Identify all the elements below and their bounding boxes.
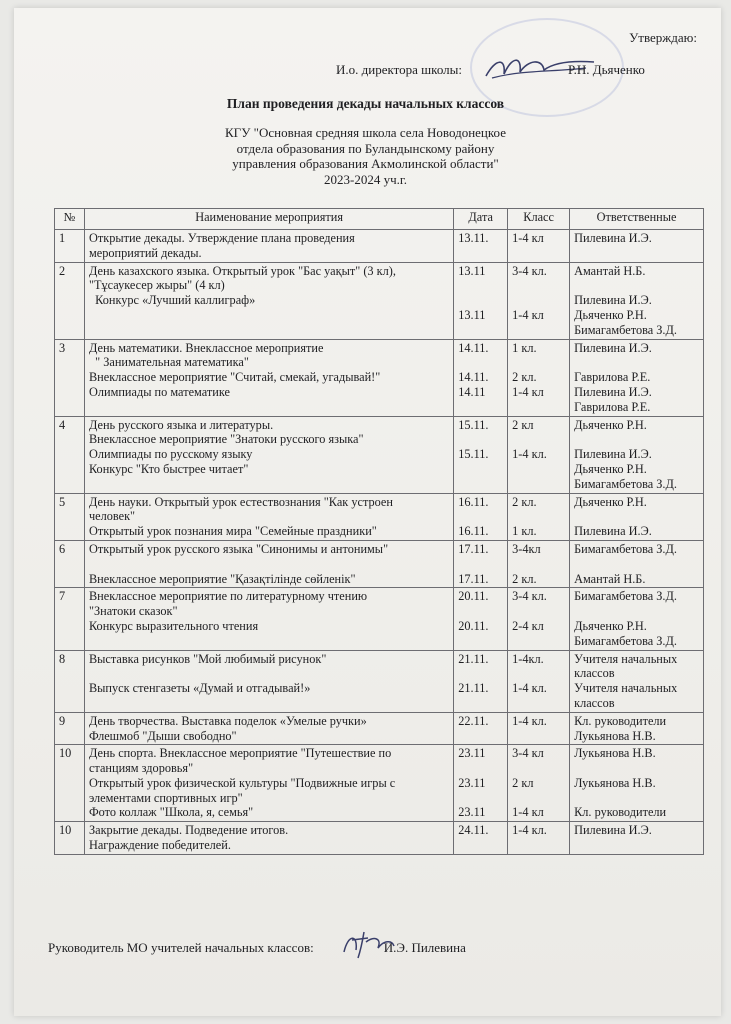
event-responsible-line: Лукьянова Н.В. (574, 775, 656, 790)
event-date-line: 13.11 (458, 307, 486, 322)
event-class-line: 1-4 кл (512, 384, 544, 399)
director-name: Р.Н. Дьяченко (567, 62, 645, 77)
event-responsible (570, 650, 704, 712)
event-class-line: 2 кл (512, 775, 534, 790)
event-class (508, 540, 570, 587)
event-name-line: День науки. Открытый урок естествознания "Как устроен (88, 494, 393, 509)
row-number: 8 (55, 650, 85, 712)
event-date-line (458, 604, 503, 619)
table-row (55, 822, 704, 855)
event-class-line: 2 кл. (512, 370, 537, 385)
event-class-line: 1-4 кл (512, 307, 544, 322)
event-responsible-line: Амантай Н.Б. (574, 263, 646, 278)
event-name-line (89, 666, 449, 681)
event-responsible-line: Дьяченко Р.Н. (574, 307, 647, 322)
event-class (508, 416, 570, 493)
event-name-line: Флешмоб "Дыши свободно" (88, 728, 237, 743)
event-date-line: 14.11. (458, 340, 489, 355)
event-responsible-line (574, 509, 699, 524)
event-name (84, 588, 453, 650)
event-responsible-line: Лукьянова Н.В. (574, 746, 656, 761)
event-class-line: 3-4 кл. (512, 263, 547, 278)
event-date (454, 650, 508, 712)
event-date (454, 339, 508, 416)
event-date-line: 23.11 (458, 805, 486, 820)
event-class-line (512, 604, 565, 619)
event-name-line: Выставка рисунков "Мой любимый рисунок" (88, 651, 327, 666)
event-name-line: мероприятий декады. (88, 245, 202, 260)
event-name (84, 230, 453, 263)
event-date-line (458, 432, 503, 447)
event-date (454, 822, 508, 855)
event-class-line: 2-4 кл (512, 618, 544, 633)
event-responsible-line: Пилевина И.Э. (574, 384, 652, 399)
event-name-line: Конкурс «Лучший каллиграф» (88, 293, 256, 308)
director-line (336, 62, 645, 78)
event-responsible-line: Пилевина И.Э. (574, 823, 652, 838)
event-date-line (458, 278, 503, 293)
event-name-line: станциям здоровья" (88, 761, 194, 776)
event-class (508, 822, 570, 855)
event-class (508, 745, 570, 822)
header-num: № (55, 209, 85, 230)
event-responsible (570, 712, 704, 745)
event-class (508, 712, 570, 745)
row-number: 7 (55, 588, 85, 650)
event-name-line: человек" (88, 509, 136, 524)
event-date-line (458, 791, 503, 806)
event-name-line: Фото коллаж "Школа, я, семья" (88, 805, 254, 820)
event-responsible-line: Пилевина И.Э. (574, 231, 652, 245)
event-name-line: Внеклассное мероприятие "Считай, смекай, угадывай!" (88, 370, 381, 385)
event-responsible-line: Пилевина И.Э. (574, 340, 652, 355)
event-name (84, 712, 453, 745)
event-name-line: Олимпиады по математике (88, 384, 230, 399)
event-class-line: 3-4кл (512, 541, 541, 556)
event-class (508, 230, 570, 263)
event-date (454, 745, 508, 822)
event-name (84, 650, 453, 712)
event-responsible-line: Пилевина И.Э. (574, 293, 652, 308)
event-name (84, 262, 453, 339)
event-name-line: День математики. Внеклассное мероприятие (88, 340, 324, 355)
event-name-line: День казахского языка. Открытый урок "Бас уақыт" (3 кл), (88, 263, 396, 278)
footer-name: И.Э. Пилевина (383, 940, 466, 955)
event-class-line: 3-4 кл (512, 746, 544, 761)
event-date-line: 21.11. (458, 681, 489, 696)
header-name: Наименование мероприятия (84, 209, 453, 230)
event-class-line: 1 кл. (512, 524, 537, 539)
event-responsible-line: Учителя начальных (574, 651, 678, 666)
event-responsible (570, 540, 704, 587)
event-responsible-line: Бимагамбетова З.Д. (574, 476, 677, 491)
table-row (55, 540, 704, 587)
plan-table (54, 208, 704, 855)
event-date (454, 712, 508, 745)
event-class-line (512, 355, 565, 370)
event-date (454, 588, 508, 650)
event-name-line: Открытый урок русского языка "Синонимы и антонимы" (88, 541, 389, 556)
event-name-line: Закрытие декады. Подведение итогов. (88, 823, 289, 838)
event-responsible-line: Бимагамбетова З.Д. (574, 633, 677, 648)
event-class-line: 2 кл (512, 417, 534, 432)
event-responsible-line: Кл. руководители (574, 805, 667, 820)
event-class-line: 1-4 кл. (512, 713, 547, 728)
row-number: 2 (55, 262, 85, 339)
document-title: План проведения декады начальных классов (226, 96, 505, 111)
event-class (508, 262, 570, 339)
organization-block (0, 125, 731, 187)
table-header-row (55, 209, 704, 230)
row-number: 10 (55, 745, 85, 822)
event-responsible-line: Пилевина И.Э. (574, 447, 652, 462)
event-responsible-line: Дьяченко Р.Н. (574, 461, 647, 476)
event-date (454, 230, 508, 263)
head-signature-icon (338, 928, 398, 962)
event-responsible-line: Гаврилова Р.Е. (574, 399, 651, 414)
event-responsible (570, 822, 704, 855)
event-name (84, 822, 453, 855)
event-class-line: 1-4 кл. (512, 823, 547, 838)
event-responsible-line: Бимагамбетова З.Д. (574, 541, 677, 556)
event-responsible-line: Пилевина И.Э. (574, 524, 652, 539)
row-number: 4 (55, 416, 85, 493)
event-name-line: Конкурс "Кто быстрее читает" (88, 461, 249, 476)
event-class-line: 2 кл. (512, 571, 537, 586)
event-responsible-line (574, 432, 699, 447)
event-name-line: Выпуск стенгазеты «Думай и отгадывай!» (88, 681, 311, 696)
event-date-line: 14.11. (458, 370, 489, 385)
event-date (454, 262, 508, 339)
event-responsible-line: Бимагамбетова З.Д. (574, 589, 677, 604)
event-date-line (458, 355, 503, 370)
row-number: 5 (55, 493, 85, 540)
event-date-line (458, 761, 503, 776)
event-date-line: 17.11. (458, 571, 489, 586)
table-body (55, 230, 704, 855)
event-responsible (570, 230, 704, 263)
row-number: 6 (55, 540, 85, 587)
row-number: 9 (55, 712, 85, 745)
event-date-line: 24.11. (458, 823, 489, 838)
header-date: Дата (454, 209, 508, 230)
event-responsible (570, 262, 704, 339)
event-class-line: 1-4кл. (512, 651, 544, 666)
event-class (508, 588, 570, 650)
event-date-line: 15.11. (458, 447, 489, 462)
event-responsible (570, 339, 704, 416)
org-line: КГУ "Основная средняя школа села Новодонецкое (225, 125, 506, 140)
event-responsible-line (574, 604, 699, 619)
footer-line (48, 940, 466, 956)
event-name-line: Внеклассное мероприятие по литературному чтению (88, 589, 368, 604)
row-number: 3 (55, 339, 85, 416)
table-row (55, 745, 704, 822)
event-class-line (512, 509, 565, 524)
event-name-line: Награждение победителей. (88, 838, 231, 853)
event-responsible (570, 416, 704, 493)
director-label: И.о. директора школы: (336, 62, 462, 77)
event-name-line: День творчества. Выставка поделок «Умелые ручки» (88, 713, 367, 728)
table-row (55, 493, 704, 540)
event-responsible-line (574, 557, 699, 572)
event-name-line (89, 557, 449, 572)
event-class (508, 650, 570, 712)
event-name (84, 339, 453, 416)
event-class-line: 1-4 кл (512, 805, 544, 820)
event-class-line: 2 кл. (512, 494, 537, 509)
event-class-line: 1-4 кл. (512, 447, 547, 462)
event-responsible (570, 588, 704, 650)
event-class-line: 1-4 кл. (512, 681, 547, 696)
event-responsible-line (574, 761, 699, 776)
event-name (84, 540, 453, 587)
event-class-line: 3-4 кл. (512, 589, 547, 604)
event-date-line: 20.11. (458, 589, 489, 604)
event-date-line: 23.11 (458, 775, 486, 790)
event-responsible-line: Бимагамбетова З.Д. (574, 322, 677, 337)
event-class-line (512, 278, 565, 293)
event-date-line: 13.11 (458, 263, 486, 278)
event-date-line: 16.11. (458, 524, 489, 539)
event-responsible-line: Дьяченко Р.Н. (574, 417, 647, 432)
approve-label: Утверждаю: (629, 30, 697, 45)
event-name-line: Открытый урок физической культуры "Подвижные игры с (88, 775, 396, 790)
event-name (84, 416, 453, 493)
row-number: 10 (55, 822, 85, 855)
event-date-line: 21.11. (458, 651, 489, 666)
event-class-line: 1 кл. (512, 340, 537, 355)
event-name-line: элементами спортивных игр" (88, 790, 243, 805)
footer-label: Руководитель МО учителей начальных классов: (48, 940, 314, 955)
event-responsible (570, 493, 704, 540)
event-date-line: 15.11. (458, 417, 489, 432)
event-date (454, 493, 508, 540)
event-class-line (512, 761, 565, 776)
event-class-line (512, 293, 565, 308)
event-responsible-line (574, 278, 699, 293)
event-responsible-line (574, 355, 699, 370)
event-responsible-line: Лукьянова Н.В. (574, 728, 656, 743)
event-date (454, 416, 508, 493)
org-line: 2023-2024 уч.г. (324, 171, 407, 187)
event-class (508, 339, 570, 416)
row-number: 1 (55, 230, 85, 263)
event-class-line: 1-4 кл (512, 231, 544, 245)
event-date-line: 14.11 (458, 384, 486, 399)
event-date-line: 17.11. (458, 541, 489, 556)
event-date-line (458, 293, 503, 308)
event-name-line: Открытый урок познания мира "Семейные праздники" (88, 524, 377, 539)
event-class-line (512, 557, 565, 572)
event-name-line: День спорта. Внеклассное мероприятие "Путешествие по (88, 746, 392, 761)
event-date (454, 540, 508, 587)
event-name-line: Внеклассное мероприятие "Қазақтілінде сөйленік" (88, 571, 356, 586)
event-responsible-line: Учителя начальных (574, 681, 678, 696)
event-date-line (458, 557, 503, 572)
event-responsible-line: Амантай Н.Б. (574, 571, 646, 586)
event-responsible-line: Дьяченко Р.Н. (574, 494, 647, 509)
header-responsible: Ответственные (570, 209, 704, 230)
event-date-line: 20.11. (458, 618, 489, 633)
event-date-line (458, 509, 503, 524)
event-date-line: 16.11. (458, 494, 489, 509)
event-responsible-line: Дьяченко Р.Н. (574, 618, 647, 633)
event-date-line (458, 666, 503, 681)
table-row (55, 262, 704, 339)
org-line: отдела образования по Буландынскому району (236, 140, 495, 156)
event-class-line (512, 791, 565, 806)
event-responsible-line: классов (574, 666, 615, 681)
event-name-line: Внеклассное мероприятие "Знатоки русского языка" (88, 432, 364, 447)
event-name-line: Конкурс выразительного чтения (88, 618, 259, 633)
event-name-line: " Занимательная математика" (88, 355, 249, 370)
event-responsible-line: классов (574, 695, 615, 710)
table-row (55, 230, 704, 263)
header-class: Класс (508, 209, 570, 230)
event-class-line (512, 432, 565, 447)
event-date-line: 23.11 (458, 746, 486, 761)
event-date-line: 22.11. (458, 713, 489, 728)
table-row (55, 588, 704, 650)
table-row (55, 650, 704, 712)
table-row (55, 416, 704, 493)
event-responsible (570, 745, 704, 822)
org-line: управления образования Акмолинской области" (232, 156, 499, 171)
event-name-line: Олимпиады по русскому языку (88, 447, 253, 462)
event-responsible-line: Кл. руководители (574, 713, 667, 728)
event-name-line: "Тұсаукесер жыры" (4 кл) (88, 278, 225, 293)
event-date-line: 13.11. (458, 231, 489, 245)
event-name (84, 745, 453, 822)
table-row (55, 712, 704, 745)
table-row (55, 339, 704, 416)
event-responsible-line: Гаврилова Р.Е. (574, 370, 651, 385)
event-name-line: Открытие декады. Утверждение плана проведения (88, 231, 355, 245)
event-class (508, 493, 570, 540)
event-responsible-line (574, 791, 699, 806)
event-name (84, 493, 453, 540)
event-name-line: День русского языка и литературы. (88, 417, 274, 432)
event-class-line (512, 666, 565, 681)
event-name-line: "Знатоки сказок" (88, 604, 178, 619)
